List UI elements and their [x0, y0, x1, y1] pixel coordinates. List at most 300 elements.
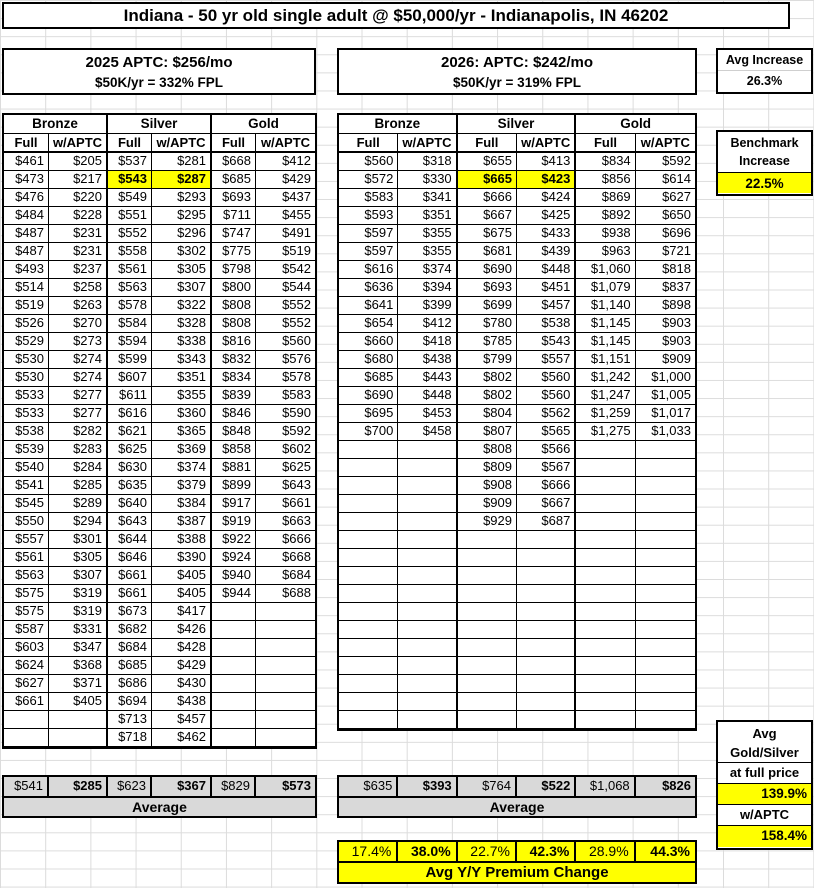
data-cell[interactable]: $1,259 — [576, 405, 635, 423]
data-cell[interactable]: $540 — [4, 459, 49, 477]
data-cell[interactable]: $587 — [4, 621, 49, 639]
page-title[interactable]: Indiana - 50 yr old single adult @ $50,000/yr - Indianapolis, IN 46202 — [2, 2, 790, 29]
data-cell[interactable]: $302 — [152, 243, 212, 261]
data-cell[interactable]: $682 — [108, 621, 152, 639]
data-cell[interactable]: $563 — [4, 567, 49, 585]
average-cell[interactable]: $367 — [152, 777, 212, 798]
data-cell[interactable] — [256, 675, 315, 693]
data-cell[interactable] — [576, 495, 635, 513]
col-header-bronze-aptc-2026[interactable]: w/APTC — [398, 134, 457, 153]
data-cell[interactable]: $924 — [212, 549, 256, 567]
data-cell[interactable]: $417 — [152, 603, 212, 621]
data-cell[interactable]: $371 — [49, 675, 108, 693]
data-cell[interactable]: $552 — [256, 297, 315, 315]
data-cell[interactable]: $552 — [108, 225, 152, 243]
data-cell[interactable]: $808 — [212, 297, 256, 315]
data-cell[interactable] — [517, 711, 576, 729]
data-cell[interactable]: $630 — [108, 459, 152, 477]
data-cell[interactable] — [256, 603, 315, 621]
data-cell[interactable] — [517, 621, 576, 639]
data-cell[interactable]: $374 — [152, 459, 212, 477]
data-cell[interactable] — [398, 531, 457, 549]
data-cell[interactable]: $277 — [49, 405, 108, 423]
data-cell[interactable]: $575 — [4, 603, 49, 621]
data-cell[interactable]: $473 — [4, 171, 49, 189]
data-cell[interactable]: $263 — [49, 297, 108, 315]
average-cell[interactable]: $285 — [49, 777, 108, 798]
data-cell[interactable]: $282 — [49, 423, 108, 441]
data-cell[interactable] — [576, 513, 635, 531]
data-cell[interactable]: $667 — [517, 495, 576, 513]
data-cell[interactable]: $663 — [256, 513, 315, 531]
data-cell[interactable]: $484 — [4, 207, 49, 225]
data-cell[interactable]: $1,242 — [576, 369, 635, 387]
data-cell[interactable]: $938 — [576, 225, 635, 243]
data-cell[interactable] — [398, 495, 457, 513]
data-cell[interactable]: $405 — [49, 693, 108, 711]
data-cell[interactable]: $237 — [49, 261, 108, 279]
data-cell[interactable]: $384 — [152, 495, 212, 513]
aptc-2026-fpl[interactable]: $50K/yr = 319% FPL — [453, 75, 581, 90]
data-cell[interactable]: $593 — [339, 207, 398, 225]
data-cell[interactable]: $800 — [212, 279, 256, 297]
data-cell[interactable] — [517, 531, 576, 549]
data-cell[interactable] — [339, 639, 398, 657]
data-cell[interactable]: $561 — [108, 261, 152, 279]
data-cell[interactable]: $666 — [517, 477, 576, 495]
data-cell[interactable]: $379 — [152, 477, 212, 495]
data-cell[interactable]: $293 — [152, 189, 212, 207]
average-label-2026[interactable]: Average — [489, 799, 545, 815]
data-cell[interactable]: $718 — [108, 729, 152, 747]
yoy-change-label[interactable]: Avg Y/Y Premium Change — [339, 863, 695, 882]
data-cell[interactable]: $699 — [458, 297, 517, 315]
data-cell[interactable] — [636, 495, 695, 513]
data-cell[interactable]: $627 — [4, 675, 49, 693]
data-cell[interactable]: $541 — [4, 477, 49, 495]
data-cell[interactable]: $330 — [398, 171, 457, 189]
data-cell[interactable]: $544 — [256, 279, 315, 297]
data-cell[interactable]: $557 — [4, 531, 49, 549]
data-cell[interactable] — [256, 729, 315, 747]
data-cell[interactable]: $462 — [152, 729, 212, 747]
data-cell[interactable]: $405 — [152, 585, 212, 603]
data-cell[interactable] — [212, 603, 256, 621]
data-cell[interactable]: $858 — [212, 441, 256, 459]
full-price-value[interactable]: 139.9% — [718, 784, 811, 805]
data-cell[interactable] — [576, 711, 635, 729]
data-cell[interactable]: $641 — [339, 297, 398, 315]
data-cell[interactable]: $461 — [4, 153, 49, 171]
data-cell[interactable]: $273 — [49, 333, 108, 351]
data-cell[interactable]: $552 — [256, 315, 315, 333]
benchmark-label-line2[interactable]: Increase — [739, 154, 790, 168]
data-cell[interactable]: $331 — [49, 621, 108, 639]
data-cell[interactable]: $834 — [212, 369, 256, 387]
data-cell[interactable]: $428 — [152, 639, 212, 657]
data-cell[interactable]: $491 — [256, 225, 315, 243]
data-cell[interactable] — [339, 675, 398, 693]
data-cell[interactable] — [398, 711, 457, 729]
data-cell[interactable]: $458 — [398, 423, 457, 441]
data-cell[interactable]: $654 — [339, 315, 398, 333]
data-cell[interactable]: $963 — [576, 243, 635, 261]
data-cell[interactable]: $274 — [49, 351, 108, 369]
data-cell[interactable] — [398, 459, 457, 477]
data-cell[interactable]: $899 — [212, 477, 256, 495]
data-cell[interactable]: $433 — [517, 225, 576, 243]
data-cell[interactable]: $655 — [458, 153, 517, 171]
data-cell[interactable]: $562 — [517, 405, 576, 423]
data-cell[interactable]: $909 — [636, 351, 695, 369]
data-cell[interactable] — [398, 639, 457, 657]
data-cell[interactable]: $747 — [212, 225, 256, 243]
data-cell[interactable]: $621 — [108, 423, 152, 441]
data-cell[interactable]: $418 — [398, 333, 457, 351]
data-cell[interactable]: $856 — [576, 171, 635, 189]
data-cell[interactable]: $681 — [458, 243, 517, 261]
data-cell[interactable]: $277 — [49, 387, 108, 405]
data-cell[interactable]: $451 — [517, 279, 576, 297]
data-cell[interactable]: $684 — [108, 639, 152, 657]
data-cell[interactable] — [458, 603, 517, 621]
data-cell[interactable] — [398, 513, 457, 531]
waptc-value[interactable]: 158.4% — [718, 826, 811, 847]
data-cell[interactable]: $412 — [398, 315, 457, 333]
data-cell[interactable]: $693 — [212, 189, 256, 207]
data-cell[interactable]: $917 — [212, 495, 256, 513]
data-cell[interactable]: $405 — [152, 567, 212, 585]
data-cell[interactable]: $355 — [398, 225, 457, 243]
data-cell[interactable]: $318 — [398, 153, 457, 171]
data-cell[interactable]: $1,151 — [576, 351, 635, 369]
data-cell[interactable]: $343 — [152, 351, 212, 369]
data-cell[interactable]: $583 — [256, 387, 315, 405]
data-cell[interactable] — [576, 657, 635, 675]
data-cell[interactable]: $597 — [339, 225, 398, 243]
data-cell[interactable]: $688 — [256, 585, 315, 603]
data-cell[interactable]: $399 — [398, 297, 457, 315]
data-cell[interactable]: $368 — [49, 657, 108, 675]
data-cell[interactable]: $217 — [49, 171, 108, 189]
data-cell[interactable] — [458, 531, 517, 549]
data-cell[interactable] — [517, 603, 576, 621]
data-cell[interactable] — [339, 603, 398, 621]
data-cell[interactable] — [517, 657, 576, 675]
data-cell[interactable]: $543 — [108, 171, 152, 189]
yoy-cell[interactable]: 38.0% — [398, 842, 457, 863]
data-cell[interactable]: $832 — [212, 351, 256, 369]
average-cell[interactable]: $764 — [458, 777, 517, 798]
data-cell[interactable]: $668 — [212, 153, 256, 171]
data-cell[interactable] — [256, 657, 315, 675]
data-cell[interactable]: $285 — [49, 477, 108, 495]
data-cell[interactable]: $412 — [256, 153, 315, 171]
data-cell[interactable]: $661 — [108, 567, 152, 585]
data-cell[interactable]: $607 — [108, 369, 152, 387]
data-cell[interactable]: $274 — [49, 369, 108, 387]
data-cell[interactable]: $802 — [458, 387, 517, 405]
data-cell[interactable]: $283 — [49, 441, 108, 459]
data-cell[interactable]: $388 — [152, 531, 212, 549]
data-cell[interactable]: $493 — [4, 261, 49, 279]
data-cell[interactable]: $584 — [108, 315, 152, 333]
data-cell[interactable]: $530 — [4, 369, 49, 387]
data-cell[interactable]: $624 — [4, 657, 49, 675]
aptc-2026-title[interactable]: 2026: APTC: $242/mo — [440, 54, 593, 71]
data-cell[interactable]: $802 — [458, 369, 517, 387]
average-cell[interactable]: $522 — [517, 777, 576, 798]
data-cell[interactable] — [256, 639, 315, 657]
data-cell[interactable]: $818 — [636, 261, 695, 279]
data-cell[interactable]: $775 — [212, 243, 256, 261]
data-cell[interactable] — [339, 441, 398, 459]
data-cell[interactable] — [212, 729, 256, 747]
data-cell[interactable] — [4, 711, 49, 729]
data-cell[interactable]: $448 — [517, 261, 576, 279]
data-cell[interactable] — [636, 585, 695, 603]
data-cell[interactable] — [339, 693, 398, 711]
data-cell[interactable]: $295 — [152, 207, 212, 225]
data-cell[interactable]: $616 — [108, 405, 152, 423]
data-cell[interactable]: $537 — [108, 153, 152, 171]
data-cell[interactable]: $476 — [4, 189, 49, 207]
data-cell[interactable]: $1,275 — [576, 423, 635, 441]
data-cell[interactable]: $294 — [49, 513, 108, 531]
data-cell[interactable]: $804 — [458, 405, 517, 423]
col-header-gold-aptc-2026[interactable]: w/APTC — [636, 134, 695, 153]
data-cell[interactable] — [517, 585, 576, 603]
data-cell[interactable] — [4, 729, 49, 747]
data-cell[interactable] — [49, 711, 108, 729]
data-cell[interactable]: $289 — [49, 495, 108, 513]
data-cell[interactable] — [212, 621, 256, 639]
data-cell[interactable] — [636, 567, 695, 585]
data-cell[interactable]: $700 — [339, 423, 398, 441]
data-cell[interactable]: $351 — [398, 207, 457, 225]
data-cell[interactable]: $1,079 — [576, 279, 635, 297]
data-cell[interactable]: $625 — [256, 459, 315, 477]
data-cell[interactable] — [576, 459, 635, 477]
data-cell[interactable] — [576, 585, 635, 603]
data-cell[interactable]: $666 — [458, 189, 517, 207]
data-cell[interactable]: $567 — [517, 459, 576, 477]
data-cell[interactable]: $296 — [152, 225, 212, 243]
data-cell[interactable]: $1,005 — [636, 387, 695, 405]
data-cell[interactable]: $413 — [517, 153, 576, 171]
data-cell[interactable]: $627 — [636, 189, 695, 207]
data-cell[interactable] — [636, 459, 695, 477]
data-cell[interactable] — [576, 441, 635, 459]
data-cell[interactable] — [398, 657, 457, 675]
data-cell[interactable]: $848 — [212, 423, 256, 441]
data-cell[interactable]: $881 — [212, 459, 256, 477]
data-cell[interactable]: $599 — [108, 351, 152, 369]
data-cell[interactable]: $668 — [256, 549, 315, 567]
avg-increase-value[interactable]: 26.3% — [746, 74, 783, 88]
col-header-silver-full-2026[interactable]: Full — [458, 134, 517, 153]
data-cell[interactable]: $319 — [49, 585, 108, 603]
data-cell[interactable]: $455 — [256, 207, 315, 225]
data-cell[interactable]: $808 — [212, 315, 256, 333]
average-cell[interactable]: $826 — [636, 777, 695, 798]
data-cell[interactable]: $635 — [108, 477, 152, 495]
data-cell[interactable]: $557 — [517, 351, 576, 369]
data-cell[interactable] — [517, 567, 576, 585]
aptc-2025-title[interactable]: 2025 APTC: $256/mo — [85, 54, 233, 71]
data-cell[interactable]: $944 — [212, 585, 256, 603]
data-cell[interactable]: $453 — [398, 405, 457, 423]
data-cell[interactable]: $869 — [576, 189, 635, 207]
data-cell[interactable] — [517, 693, 576, 711]
data-cell[interactable]: $908 — [458, 477, 517, 495]
data-cell[interactable]: $919 — [212, 513, 256, 531]
data-cell[interactable] — [458, 639, 517, 657]
data-cell[interactable]: $543 — [517, 333, 576, 351]
data-cell[interactable]: $583 — [339, 189, 398, 207]
yoy-cell[interactable]: 44.3% — [636, 842, 695, 863]
data-cell[interactable]: $443 — [398, 369, 457, 387]
group-header-gold-2025[interactable]: Gold — [212, 115, 315, 134]
data-cell[interactable]: $643 — [108, 513, 152, 531]
data-cell[interactable] — [636, 513, 695, 531]
data-cell[interactable]: $457 — [517, 297, 576, 315]
data-cell[interactable] — [636, 477, 695, 495]
data-cell[interactable] — [339, 459, 398, 477]
data-cell[interactable]: $1,060 — [576, 261, 635, 279]
data-cell[interactable]: $228 — [49, 207, 108, 225]
data-cell[interactable]: $898 — [636, 297, 695, 315]
data-cell[interactable]: $438 — [152, 693, 212, 711]
data-cell[interactable]: $592 — [636, 153, 695, 171]
data-cell[interactable]: $322 — [152, 297, 212, 315]
data-cell[interactable] — [458, 621, 517, 639]
data-cell[interactable]: $319 — [49, 603, 108, 621]
data-cell[interactable]: $560 — [517, 369, 576, 387]
data-cell[interactable] — [339, 567, 398, 585]
data-cell[interactable] — [398, 441, 457, 459]
data-cell[interactable] — [339, 585, 398, 603]
data-cell[interactable]: $903 — [636, 315, 695, 333]
data-cell[interactable] — [458, 675, 517, 693]
aptc-2025-fpl[interactable]: $50K/yr = 332% FPL — [95, 75, 223, 90]
data-cell[interactable] — [256, 621, 315, 639]
data-cell[interactable]: $597 — [339, 243, 398, 261]
data-cell[interactable] — [458, 711, 517, 729]
data-cell[interactable]: $205 — [49, 153, 108, 171]
data-cell[interactable]: $538 — [517, 315, 576, 333]
data-cell[interactable]: $576 — [256, 351, 315, 369]
data-cell[interactable]: $439 — [517, 243, 576, 261]
data-cell[interactable] — [339, 549, 398, 567]
avg-increase-label[interactable]: Avg Increase — [718, 50, 811, 71]
data-cell[interactable] — [256, 711, 315, 729]
data-cell[interactable]: $816 — [212, 333, 256, 351]
data-cell[interactable] — [398, 603, 457, 621]
average-cell[interactable]: $829 — [212, 777, 256, 798]
data-cell[interactable] — [339, 657, 398, 675]
data-cell[interactable]: $846 — [212, 405, 256, 423]
data-cell[interactable] — [576, 567, 635, 585]
data-cell[interactable]: $643 — [256, 477, 315, 495]
data-cell[interactable]: $721 — [636, 243, 695, 261]
data-cell[interactable]: $572 — [339, 171, 398, 189]
average-cell[interactable]: $541 — [4, 777, 49, 798]
data-cell[interactable]: $929 — [458, 513, 517, 531]
data-cell[interactable]: $307 — [49, 567, 108, 585]
data-cell[interactable]: $711 — [212, 207, 256, 225]
data-cell[interactable]: $922 — [212, 531, 256, 549]
full-price-label[interactable]: at full price — [718, 763, 811, 784]
data-cell[interactable] — [636, 621, 695, 639]
data-cell[interactable]: $355 — [398, 243, 457, 261]
data-cell[interactable]: $1,017 — [636, 405, 695, 423]
data-cell[interactable]: $636 — [339, 279, 398, 297]
data-cell[interactable]: $457 — [152, 711, 212, 729]
data-cell[interactable]: $625 — [108, 441, 152, 459]
data-cell[interactable] — [517, 639, 576, 657]
data-cell[interactable]: $673 — [108, 603, 152, 621]
data-cell[interactable] — [212, 639, 256, 657]
data-cell[interactable] — [517, 549, 576, 567]
col-header-silver-aptc-2026[interactable]: w/APTC — [517, 134, 576, 153]
data-cell[interactable]: $426 — [152, 621, 212, 639]
data-cell[interactable]: $545 — [4, 495, 49, 513]
col-header-gold-aptc-2025[interactable]: w/APTC — [256, 134, 315, 153]
data-cell[interactable]: $365 — [152, 423, 212, 441]
group-header-silver-2026[interactable]: Silver — [458, 115, 577, 134]
data-cell[interactable]: $390 — [152, 549, 212, 567]
data-cell[interactable]: $799 — [458, 351, 517, 369]
benchmark-increase-value[interactable]: 22.5% — [718, 172, 811, 193]
data-cell[interactable]: $487 — [4, 243, 49, 261]
data-cell[interactable]: $550 — [4, 513, 49, 531]
col-header-bronze-aptc-2025[interactable]: w/APTC — [49, 134, 108, 153]
data-cell[interactable]: $347 — [49, 639, 108, 657]
data-cell[interactable] — [636, 657, 695, 675]
data-cell[interactable] — [398, 549, 457, 567]
data-cell[interactable] — [636, 693, 695, 711]
data-cell[interactable]: $780 — [458, 315, 517, 333]
data-cell[interactable]: $287 — [152, 171, 212, 189]
average-label-2025[interactable]: Average — [132, 799, 187, 815]
data-cell[interactable]: $305 — [152, 261, 212, 279]
data-cell[interactable]: $220 — [49, 189, 108, 207]
data-cell[interactable]: $351 — [152, 369, 212, 387]
data-cell[interactable]: $355 — [152, 387, 212, 405]
data-cell[interactable] — [458, 657, 517, 675]
data-cell[interactable]: $1,140 — [576, 297, 635, 315]
data-cell[interactable] — [636, 441, 695, 459]
group-header-bronze-2025[interactable]: Bronze — [4, 115, 108, 134]
data-cell[interactable]: $940 — [212, 567, 256, 585]
average-cell[interactable]: $1,068 — [576, 777, 635, 798]
data-cell[interactable]: $429 — [152, 657, 212, 675]
data-cell[interactable]: $785 — [458, 333, 517, 351]
data-cell[interactable]: $430 — [152, 675, 212, 693]
data-cell[interactable]: $438 — [398, 351, 457, 369]
data-cell[interactable] — [212, 657, 256, 675]
data-cell[interactable]: $685 — [108, 657, 152, 675]
data-cell[interactable]: $301 — [49, 531, 108, 549]
data-cell[interactable]: $305 — [49, 549, 108, 567]
data-cell[interactable]: $519 — [4, 297, 49, 315]
data-cell[interactable]: $892 — [576, 207, 635, 225]
data-cell[interactable]: $650 — [636, 207, 695, 225]
data-cell[interactable]: $448 — [398, 387, 457, 405]
data-cell[interactable] — [576, 693, 635, 711]
data-cell[interactable]: $1,033 — [636, 423, 695, 441]
